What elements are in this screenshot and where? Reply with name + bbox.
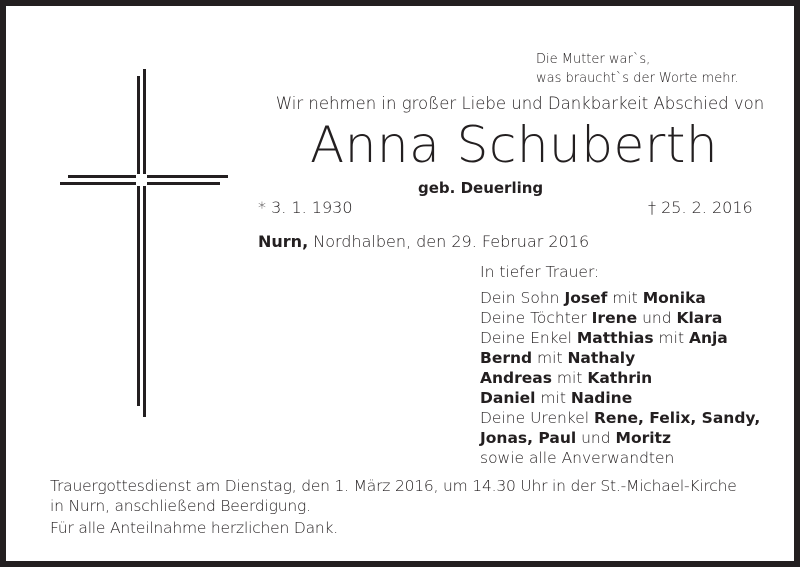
mourners-heading: In tiefer Trauer: <box>480 263 600 281</box>
mourner-line <box>480 448 760 468</box>
mourner-relation: Deine Urenkel <box>480 409 594 427</box>
mourner-line <box>480 328 760 348</box>
mourner-name: Daniel <box>480 389 536 407</box>
mourner-line <box>480 388 760 408</box>
intro-text: Wir nehmen in großer Liebe und Dankbarkeit Abschied von <box>275 94 765 113</box>
mourner-line <box>480 368 760 388</box>
service-line-1: Trauergottesdienst am Dienstag, den 1. März 2016, um 14.30 Uhr in der St.-Michael-Kirche <box>50 477 737 495</box>
mourner-relation: mit <box>607 289 643 307</box>
mourner-relation: mit <box>653 329 689 347</box>
mourner-name: Matthias <box>576 329 654 347</box>
mourner-name: Jonas, Paul <box>480 429 577 447</box>
mourner-relation: mit <box>551 369 588 387</box>
mourner-name: Irene <box>591 309 638 327</box>
mourner-line <box>480 308 760 328</box>
cross-icon <box>6 6 246 466</box>
motto-line-1: Die Mutter war`s, <box>536 52 651 67</box>
mourner-relation: Deine Töchter <box>480 309 592 327</box>
mourner-relation: Dein Sohn <box>480 289 565 307</box>
mourner-name: Nadine <box>570 389 633 407</box>
mourner-name: Nathaly <box>567 349 636 367</box>
mourner-relation: sowie alle Anverwandten <box>480 449 675 467</box>
death-date: † 25. 2. 2016 <box>648 198 753 217</box>
obituary-notice <box>6 6 794 561</box>
mourner-line <box>480 348 760 368</box>
mourner-relation: Deine Enkel <box>480 329 577 347</box>
place-bold: Nurn, <box>258 232 309 251</box>
motto-line-2: was braucht`s der Worte mehr. <box>536 71 739 86</box>
deceased-name: Anna Schuberth <box>310 116 719 174</box>
mourner-name: Andreas <box>480 369 552 387</box>
mourner-name: Monika <box>642 289 706 307</box>
mourner-name: Bernd <box>480 349 533 367</box>
mourner-name: Moritz <box>615 429 671 447</box>
mourner-line <box>480 408 760 428</box>
mourner-lines <box>480 288 761 467</box>
place-rest: Nordhalben, den 29. Februar 2016 <box>308 232 590 251</box>
mourner-name: Kathrin <box>587 369 653 387</box>
birth-date: * 3. 1. 1930 <box>258 198 353 217</box>
maiden-name: geb. Deuerling <box>418 179 544 197</box>
mourner-relation: und <box>637 309 677 327</box>
mourner-line <box>480 288 760 308</box>
funeral-service-info <box>50 476 737 516</box>
mourner-relation: mit <box>532 349 568 367</box>
place-date-line <box>258 232 589 251</box>
mourner-name: Anja <box>688 329 728 347</box>
mourner-relation: und <box>576 429 616 447</box>
mourner-name: Klara <box>676 309 723 327</box>
service-line-2: in Nurn, anschließend Beerdigung. <box>50 497 311 515</box>
thanks-line: Für alle Anteilnahme herzlichen Dank. <box>50 519 339 537</box>
mourner-relation: mit <box>535 389 571 407</box>
mourner-line <box>480 428 760 448</box>
mourner-name: Rene, Felix, Sandy, <box>594 409 761 427</box>
motto <box>536 50 739 88</box>
mourners-list <box>480 262 761 467</box>
mourner-name: Josef <box>564 289 608 307</box>
